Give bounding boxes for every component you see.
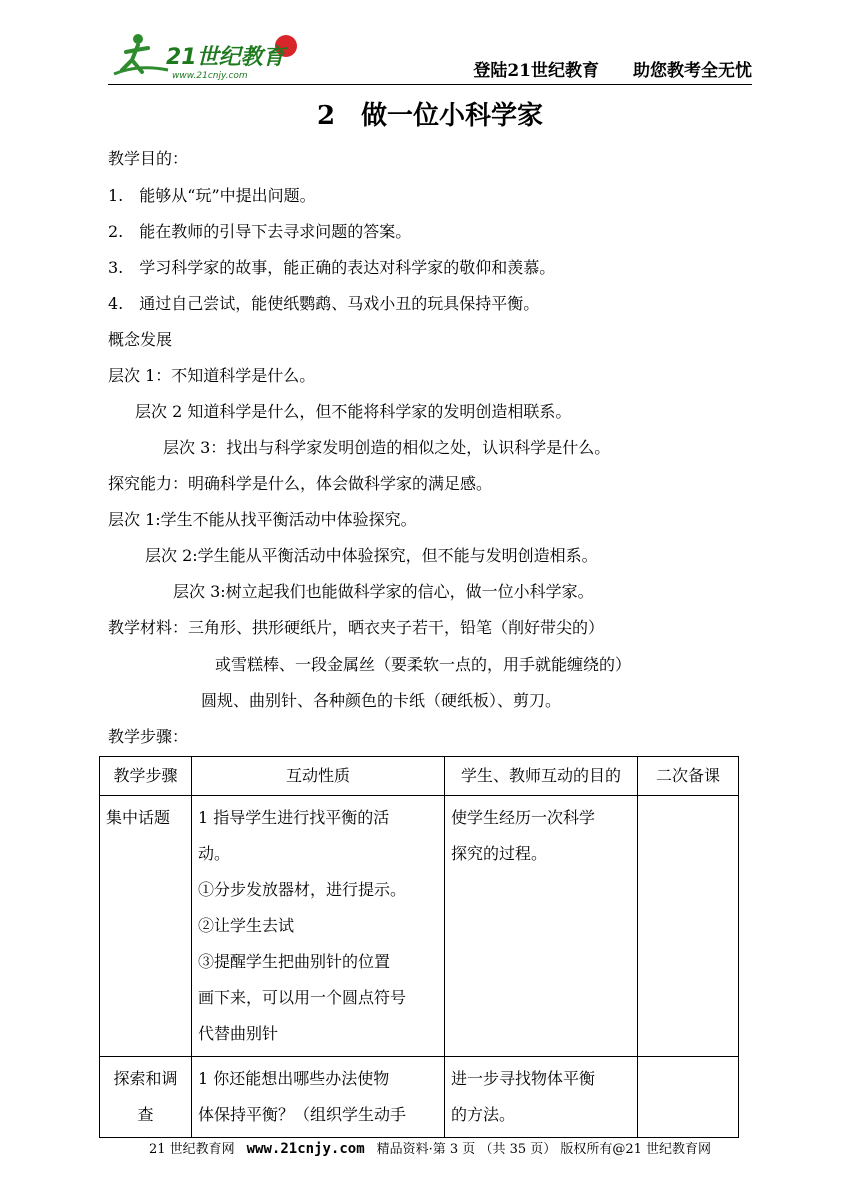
materials-line: 或雪糕棒、一段金属丝（要柔软一点的，用手就能缠绕的） [215,655,632,674]
objective-item: 3. 学习科学家的故事，能正确的表达对科学家的敬仰和羡慕。 [108,258,556,277]
concept-level: 层次 2 知道科学是什么，但不能将科学家的发明创造相联系。 [135,402,572,421]
purpose-cell [445,796,638,1057]
footer-url[interactable]: www.21cnjy.com [246,1141,365,1157]
objective-item: 2. 能在教师的引导下去寻求问题的答案。 [108,222,412,241]
running-figure-icon [114,34,168,74]
step-cell [100,1057,192,1138]
inquiry-heading: 探究能力：明确科学是什么，体会做科学家的满足感。 [108,474,493,493]
materials-line: 圆规、曲别针、各种颜色的卡纸（硬纸板）、剪刀。 [201,691,562,710]
cell-line: 1 你还能想出哪些办法使物 [198,1069,390,1088]
cell-line: 探索和调 [113,1069,178,1088]
table-row [100,1057,739,1138]
steps-heading: 教学步骤： [108,727,189,746]
notes-cell [638,1057,739,1138]
table-header-cell: 学生、教师互动的目的 [445,757,638,796]
table-row [100,796,739,1057]
page-title: 2 做一位小科学家 [316,101,544,131]
cell-line: 画下来，可以用一个圆点符号 [198,988,407,1007]
notes-cell [638,796,739,1057]
table-header-cell: 教学步骤 [100,757,192,796]
header-slogans [473,56,752,81]
table-header-row [100,757,739,796]
table-header-cell: 二次备课 [638,757,739,796]
objective-item: 4. 通过自己尝试，能使纸鹦鹉、马戏小丑的玩具保持平衡。 [108,294,540,313]
cell-line: 进一步寻找物体平衡 [451,1069,596,1088]
cell-line: ③提醒学生把曲别针的位置 [198,952,391,971]
concept-heading: 概念发展 [108,330,173,349]
cell-line: 体保持平衡？（组织学生动手 [198,1105,407,1124]
concept-level: 层次 3：找出与科学家发明创造的相似之处，认识科学是什么。 [163,438,611,457]
cell-line: 探究的过程。 [451,844,548,863]
step-text: 集中话题 [106,808,171,827]
inquiry-level: 层次 3:树立起我们也能做科学家的信心，做一位小科学家。 [173,582,594,601]
inquiry-level: 层次 2:学生能从平衡活动中体验探究，但不能与发明创造相系。 [145,546,598,565]
cell-line: ②让学生去试 [198,916,295,935]
page-footer [0,1138,860,1157]
slogan-login: 登陆21世纪教育 [473,61,599,81]
header-divider [108,84,752,85]
cell-line: 查 [137,1105,154,1124]
page-header [108,30,752,85]
cell-line: 代替曲别针 [198,1024,279,1043]
inquiry-level: 层次 1:学生不能从找平衡活动中体验探究。 [108,510,417,529]
footer-site: 21 世纪教育网 [148,1142,235,1157]
cell-line: 动。 [198,844,231,863]
purpose-cell [445,1057,638,1138]
footer-info: 精品资料·第 3 页 （共 35 页） 版权所有@21 世纪教育网 [376,1142,712,1157]
cell-line: 1 指导学生进行找平衡的活 [198,808,390,827]
concept-level: 层次 1：不知道科学是什么。 [108,366,316,385]
materials-line: 教学材料：三角形、拱形硬纸片，晒衣夹子若干，铅笔（削好带尖的） [108,618,605,637]
nature-cell [192,796,445,1057]
table-header-cell: 互动性质 [192,757,445,796]
nature-cell [192,1057,445,1138]
cell-line: 的方法。 [451,1105,516,1124]
steps-table [99,756,739,1138]
objective-item: 1. 能够从“玩”中提出问题。 [108,186,316,205]
cell-line: ①分步发放器材，进行提示。 [198,880,407,899]
cell-line: 使学生经历一次科学 [451,808,596,827]
logo [108,30,308,82]
objectives-heading: 教学目的： [108,149,189,168]
logo-url: www.21cnjy.com [172,71,248,81]
logo-text: 21世纪教育 [166,45,285,70]
slogan-help: 助您教考全无忧 [633,61,752,81]
step-cell [100,796,192,1057]
